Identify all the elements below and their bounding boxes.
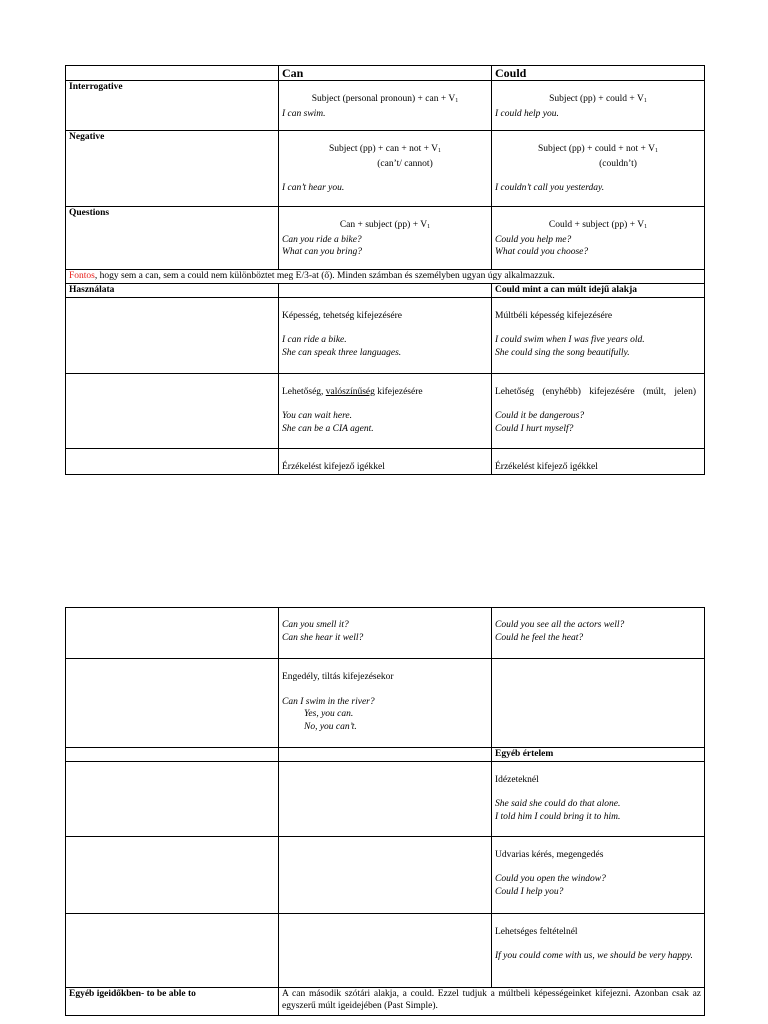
example-text: I can swim. — [282, 108, 326, 119]
empty-can-cell — [279, 913, 492, 987]
empty-label-cell — [66, 448, 279, 474]
questions-can-cell — [279, 207, 492, 270]
empty-can-cell — [279, 836, 492, 913]
usage-can-header-empty — [279, 284, 492, 298]
row-label-interrogative: Interrogative — [66, 81, 279, 131]
empty-label-cell — [66, 297, 279, 373]
perception-can-cell — [279, 448, 492, 474]
usage-title: Lehetőség (enyhébb) kifejezésére (múlt, jelen) — [495, 386, 696, 397]
note-highlight: Fontos — [69, 271, 95, 281]
example-text: She could sing the song beautifully. — [495, 347, 630, 358]
example-text: Could you see all the actors well? — [495, 620, 625, 630]
usage-title: Érzékelést kifejező igékkel — [282, 461, 385, 472]
header-can: Can — [279, 66, 492, 81]
empty-label-cell — [66, 373, 279, 448]
formula-text: Subject (pp) + could + V1 — [549, 94, 647, 104]
interrogative-row — [66, 81, 705, 131]
example-text: Could you help me? — [495, 234, 572, 245]
usage-title: Engedély, tiltás kifejezésekor — [282, 672, 394, 682]
reported-speech-row — [66, 761, 705, 836]
polite-request-cell — [492, 836, 705, 913]
usage-title: Képesség, tehetség kifejezésére — [282, 310, 403, 321]
perception-could-cell — [492, 448, 705, 474]
usage-title: Lehetőség, valószínűség kifejezésére — [282, 386, 423, 397]
ability-row — [66, 297, 705, 373]
example-text: What can you bring? — [282, 247, 362, 257]
negative-could-cell — [492, 131, 705, 207]
header-could: Could — [492, 66, 705, 81]
other-tenses-text: A can második szótári alakja, a could. Ezzel tudjuk a múltbeli képességeinket kifejezni. Azonban csak az egyszerű múlt igeidejében (Past Simple). — [279, 987, 705, 1015]
interrogative-could-cell — [492, 81, 705, 131]
modal-grammar-table-bottom — [65, 607, 705, 1016]
example-text: What could you choose? — [495, 247, 589, 257]
header-row — [66, 66, 705, 81]
formula-text: Subject (pp) + can + not + V1 — [328, 144, 442, 154]
example-text: No, you can’t. — [304, 721, 357, 732]
empty-can-cell — [279, 748, 492, 762]
negative-can-cell — [279, 131, 492, 207]
empty-label-cell — [66, 836, 279, 913]
possibility-could-cell — [492, 373, 705, 448]
example-text: She can be a CIA agent. — [282, 423, 374, 434]
important-note — [66, 270, 705, 284]
example-text: If you could come with us, we should be very happy. — [495, 951, 693, 961]
polite-request-row — [66, 836, 705, 913]
modal-grammar-table-top — [65, 65, 705, 475]
short-form-text: (can’t/ cannot) — [377, 158, 433, 169]
example-text: Can you smell it? — [282, 620, 349, 630]
empty-label-cell — [66, 761, 279, 836]
example-text: I could help you. — [495, 108, 559, 119]
other-tenses-label: Egyéb igeidőkben- to be able to — [66, 987, 279, 1015]
usage-title: Idézeteknél — [495, 774, 539, 785]
empty-label-cell — [66, 608, 279, 659]
example-text: Could it be dangerous? — [495, 411, 585, 421]
reported-speech-cell — [492, 761, 705, 836]
questions-could-cell — [492, 207, 705, 270]
example-text: I couldn’t call you yesterday. — [495, 183, 605, 193]
example-text: I can ride a bike. — [282, 335, 347, 345]
note-text: , hogy sem a can, sem a could nem különböztet meg E/3-at (ő). Minden számban és személyben ugyan úgy alkalmazzuk. — [94, 271, 555, 281]
example-text: I told him I could bring it to him. — [495, 811, 621, 822]
example-text: Can you ride a bike? — [282, 234, 362, 245]
ability-could-cell — [492, 297, 705, 373]
permission-can-cell — [279, 659, 492, 748]
empty-label-cell — [66, 748, 279, 762]
permission-could-empty — [492, 659, 705, 748]
example-text: I could swim when I was five years old. — [495, 335, 645, 345]
empty-label-cell — [66, 913, 279, 987]
interrogative-can-cell — [279, 81, 492, 131]
perception-can-examples — [279, 608, 492, 659]
other-meaning-label: Egyéb értelem — [492, 748, 705, 762]
example-text: Yes, you can. — [304, 709, 354, 719]
example-text: Could you open the window? — [495, 874, 606, 884]
example-text: You can wait here. — [282, 411, 353, 421]
formula-text: Can + subject (pp) + V1 — [339, 220, 431, 230]
perception-examples-row — [66, 608, 705, 659]
possibility-row — [66, 373, 705, 448]
perception-could-examples — [492, 608, 705, 659]
example-text: Can she hear it well? — [282, 632, 364, 643]
questions-row — [66, 207, 705, 270]
empty-can-cell — [279, 761, 492, 836]
other-meaning-header-row — [66, 748, 705, 762]
ability-can-cell — [279, 297, 492, 373]
example-text: She said she could do that alone. — [495, 799, 621, 809]
note-row — [66, 270, 705, 284]
example-text: Could I help you? — [495, 886, 564, 897]
formula-text: Subject (pp) + could + not + V1 — [538, 144, 658, 154]
empty-label-cell — [66, 659, 279, 748]
usage-title: Udvarias kérés, megengedés — [495, 849, 604, 860]
short-form-text: (couldn’t) — [599, 158, 637, 169]
example-text: I can’t hear you. — [282, 183, 345, 193]
header-empty-cell — [66, 66, 279, 81]
permission-row — [66, 659, 705, 748]
row-label-negative: Negative — [66, 131, 279, 207]
other-tenses-row — [66, 987, 705, 1015]
example-text: Could he feel the heat? — [495, 632, 584, 643]
formula-text: Subject (personal pronoun) + can + V1 — [311, 94, 459, 104]
perception-row — [66, 448, 705, 474]
conditional-cell — [492, 913, 705, 987]
usage-header-row — [66, 284, 705, 298]
row-label-questions: Questions — [66, 207, 279, 270]
conditional-row — [66, 913, 705, 987]
possibility-can-cell — [279, 373, 492, 448]
could-past-label: Could mint a can múlt idejű alakja — [492, 284, 705, 298]
usage-label: Használata — [66, 284, 279, 298]
example-text: Can I swim in the river? — [282, 696, 375, 707]
usage-title: Érzékelést kifejező igékkel — [495, 461, 598, 472]
example-text: Could I hurt myself? — [495, 423, 574, 434]
usage-title: Múltbéli képesség kifejezésére — [495, 310, 613, 321]
usage-title: Lehetséges feltételnél — [495, 926, 578, 937]
negative-row — [66, 131, 705, 207]
example-text: She can speak three languages. — [282, 347, 402, 358]
formula-text: Could + subject (pp) + V1 — [548, 220, 648, 230]
